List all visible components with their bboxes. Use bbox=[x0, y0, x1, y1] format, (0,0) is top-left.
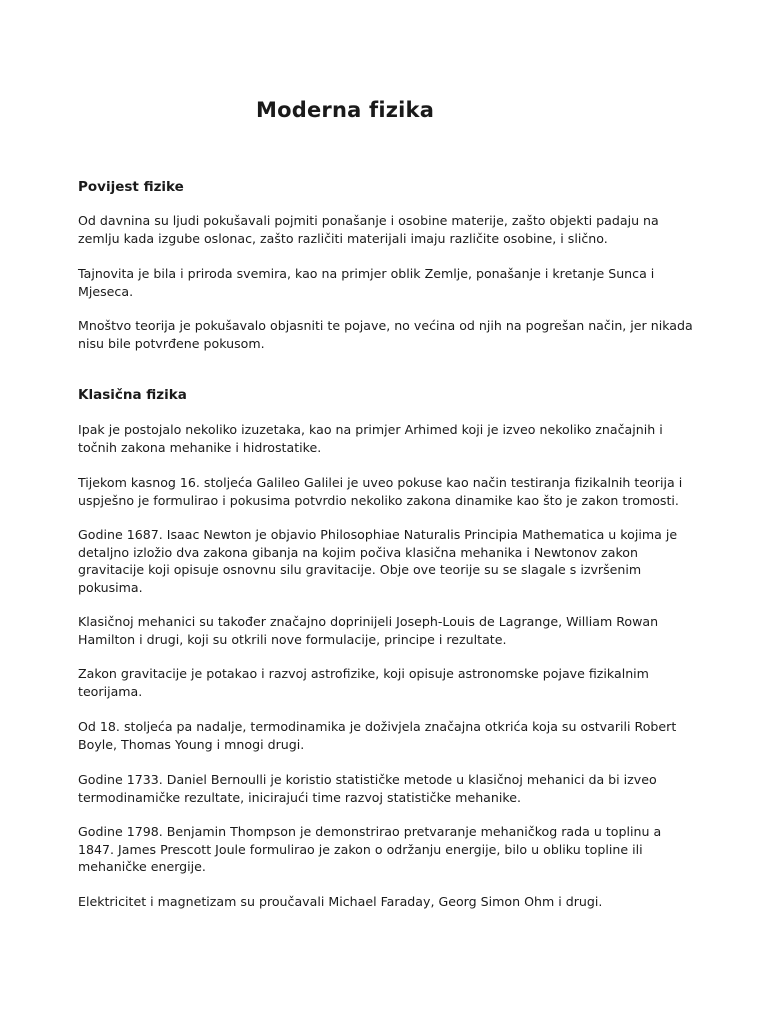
paragraph: Ipak je postojalo nekoliko izuzetaka, kao na primjer Arhimed koji je izveo nekoliko značajnih i točnih zakona mehanike i hidrostatike. bbox=[78, 422, 663, 455]
paragraph: Od davnina su ljudi pokušavali pojmiti ponašanje i osobine materije, zašto objekti padaju na zemlju kada izgube oslonac, zašto različiti materijali imaju različite osobine, i slično. bbox=[78, 213, 659, 246]
paragraph: Godine 1733. Daniel Bernoulli je koristio statističke metode u klasičnoj mehanici da bi izveo termodinamičke rezultate, inicirajući time razvoj statističke mehanike. bbox=[78, 772, 657, 805]
section-heading-povijest: Povijest fizike bbox=[78, 179, 184, 195]
paragraph: Godine 1798. Benjamin Thompson je demonstrirao pretvaranje mehaničkog rada u toplinu a 1847. James Prescott Joule formulirao je zakon o održanju energije, bilo u obliku topline ili mehaničke energije. bbox=[78, 824, 662, 874]
paragraph: Zakon gravitacije je potakao i razvoj astrofizike, koji opisuje astronomske pojave fizikalnim teorijama. bbox=[78, 666, 649, 699]
paragraph: Elektricitet i magnetizam su proučavali Michael Faraday, Georg Simon Ohm i drugi. bbox=[78, 894, 603, 909]
paragraph: Klasičnoj mehanici su također značajno doprinijeli Joseph-Louis de Lagrange, William Rowan Hamilton i drugi, koji su otkrili nove formulacije, principe i rezultate. bbox=[78, 614, 659, 647]
paragraph: Od 18. stoljeća pa nadalje, termodinamika je doživjela značajna otkrića koja su ostvarili Robert Boyle, Thomas Young i mnogi drugi. bbox=[78, 719, 677, 752]
paragraph: Godine 1687. Isaac Newton je objavio Philosophiae Naturalis Principia Mathematica u kojima je detaljno izložio dva zakona gibanja na kojim počiva klasična mehanika i Newtonov zakon gravitacije koji opisuje osnovnu silu gravitacije. Obje ove teorije su se slagale s izvršenim pokusima. bbox=[78, 527, 678, 595]
section-heading-klasicna: Klasična fizika bbox=[78, 387, 187, 403]
paragraph: Tajnovita je bila i priroda svemira, kao na primjer oblik Zemlje, ponašanje i kretanje Sunca i Mjeseca. bbox=[78, 266, 655, 299]
document-title: Moderna fizika bbox=[256, 98, 435, 122]
paragraph: Tijekom kasnog 16. stoljeća Galileo Galilei je uveo pokuse kao način testiranja fizikalnih teorija i uspješno je formulirao i pokusima potvrdio nekoliko zakona dinamike kao što je zakon tromosti. bbox=[78, 475, 683, 508]
paragraph: Mnoštvo teorija je pokušavalo objasniti te pojave, no većina od njih na pogrešan način, jer nikada nisu bile potvrđene pokusom. bbox=[78, 318, 693, 351]
